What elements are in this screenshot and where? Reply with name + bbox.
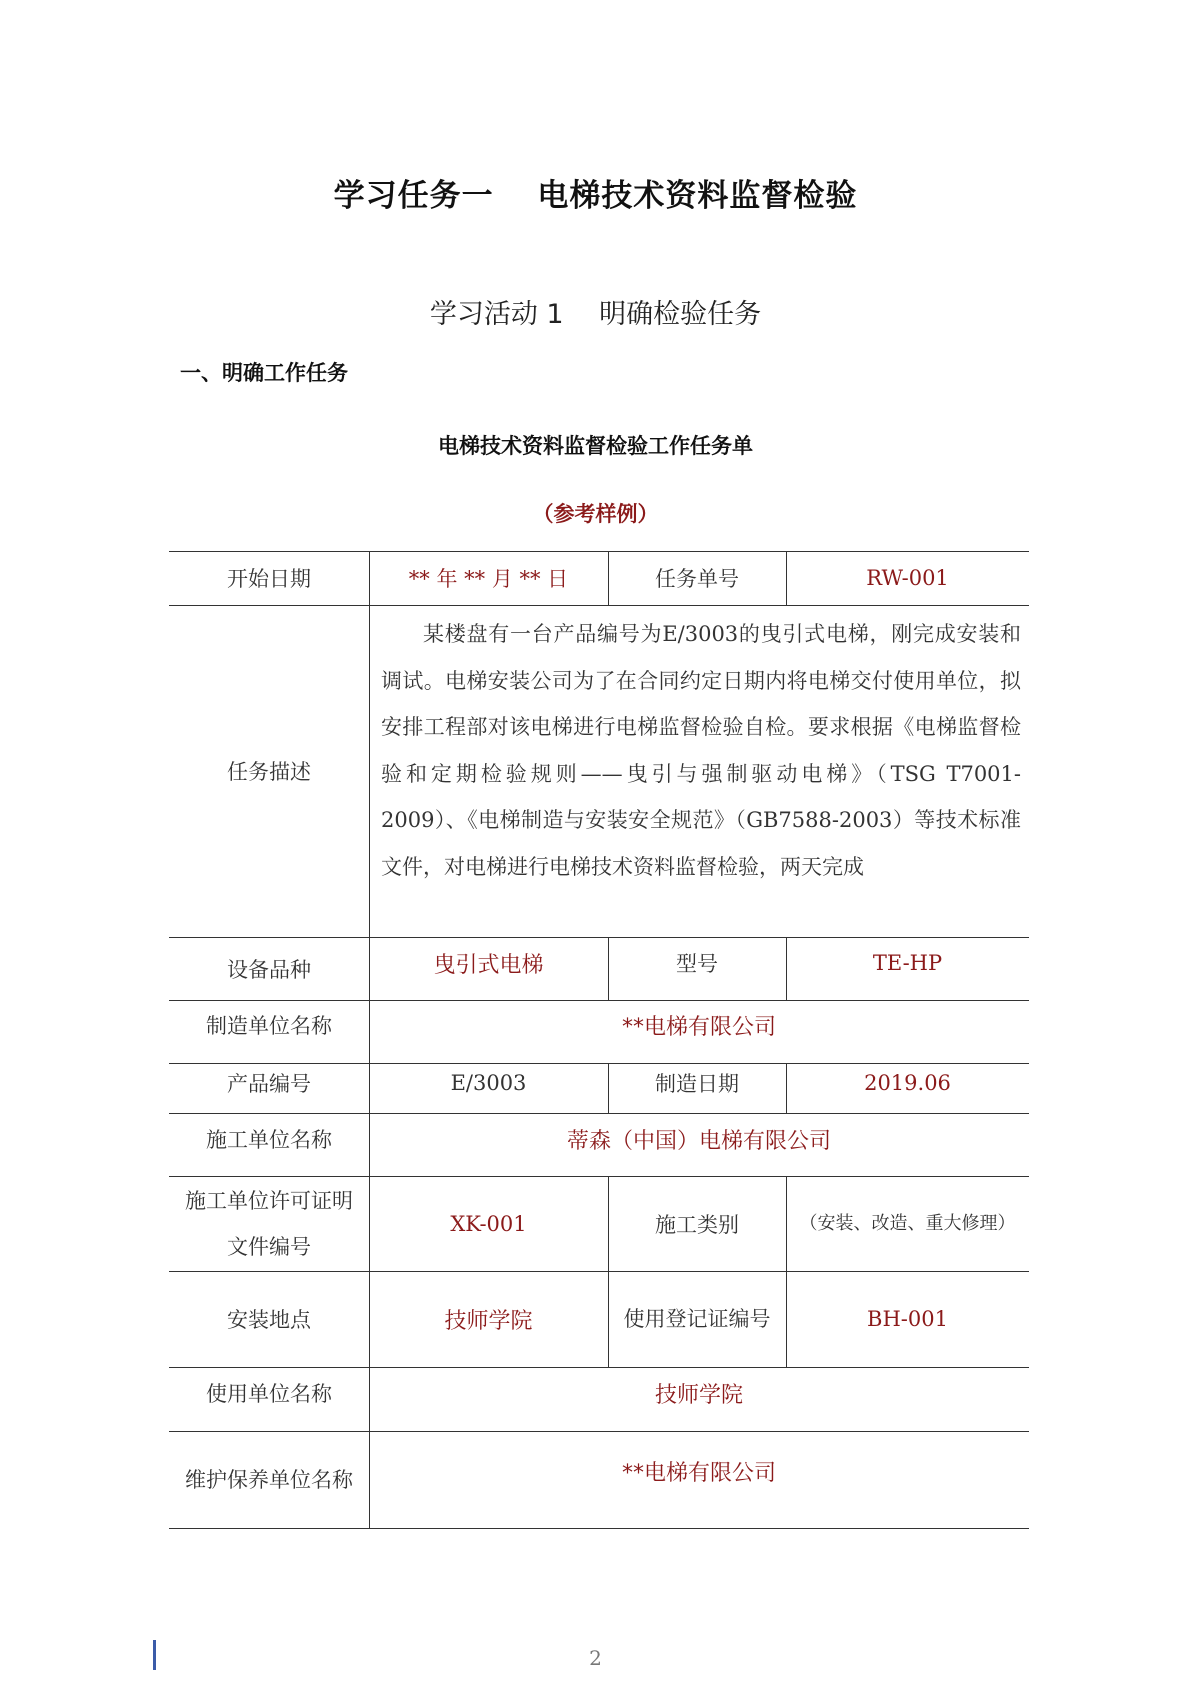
- manufacturer-value: **电梯有限公司: [621, 1014, 776, 1040]
- manufacturer-label: 制造单位名称: [206, 1014, 332, 1038]
- license-value: XK-001: [450, 1211, 527, 1236]
- task-table: [169, 551, 1029, 1529]
- maintenance-unit-label: 维护保养单位名称: [185, 1467, 353, 1492]
- model-label: 型号: [676, 952, 718, 976]
- product-no-label: 产品编号: [227, 1072, 311, 1096]
- user-unit-label: 使用单位名称: [206, 1382, 332, 1406]
- start-date-value: ** 年 ** 月 ** 日: [408, 567, 569, 591]
- construction-unit-value: 蒂森（中国）电梯有限公司: [566, 1128, 831, 1154]
- sample-note: （参考样例）: [532, 502, 659, 526]
- activity-subtitle: 学习活动 1 明确检验任务: [429, 299, 762, 330]
- model-value: TE-HP: [872, 951, 943, 975]
- registration-label: 使用登记证编号: [623, 1307, 771, 1331]
- form-title: 电梯技术资料监督检验工作任务单: [438, 434, 753, 458]
- install-location-value: 技师学院: [444, 1308, 533, 1334]
- license-label: 施工单位许可证明文件编号: [185, 1188, 353, 1259]
- manufacture-date-value: 2019.06: [864, 1071, 951, 1095]
- task-no-label: 任务单号: [655, 567, 739, 591]
- construction-type-value: （安装、改造、重大修理）: [799, 1212, 1016, 1234]
- equipment-type-label: 设备品种: [227, 957, 311, 982]
- equipment-type-value: 曳引式电梯: [433, 952, 544, 978]
- construction-unit-label: 施工单位名称: [206, 1128, 332, 1152]
- page-number: 2: [589, 1646, 602, 1670]
- table-rule: [169, 1528, 1029, 1529]
- maintenance-unit-value: **电梯有限公司: [621, 1460, 776, 1486]
- product-no-value: E/3003: [450, 1071, 527, 1095]
- section-heading: 一、明确工作任务: [180, 361, 348, 385]
- description-label: 任务描述: [227, 760, 311, 784]
- start-date-label: 开始日期: [227, 567, 311, 591]
- install-location-label: 安装地点: [227, 1308, 311, 1332]
- manufacture-date-label: 制造日期: [655, 1072, 739, 1096]
- page-title: 学习任务一 电梯技术资料监督检验: [333, 178, 858, 214]
- task-no-value: RW-001: [866, 566, 949, 590]
- description-text: 某楼盘有一台产品编号为E/3003的曳引式电梯，刚完成安装和调试。电梯安装公司为了在合同约定日期内将电梯交付使用单位，拟安排工程部对该电梯进行电梯监督检验自检。要求根据《电梯监督检验和定期检验规则——曳引与强制驱动电梯》（TSG T7001-2009）、《电梯制造与安装安全规范》（GB7588-2003）等技术标准文件，对电梯进行电梯技术资料监督检验，两天完成: [381, 622, 1021, 879]
- user-unit-value: 技师学院: [654, 1382, 743, 1408]
- construction-type-label: 施工类别: [655, 1212, 739, 1237]
- registration-value: BH-001: [867, 1307, 948, 1331]
